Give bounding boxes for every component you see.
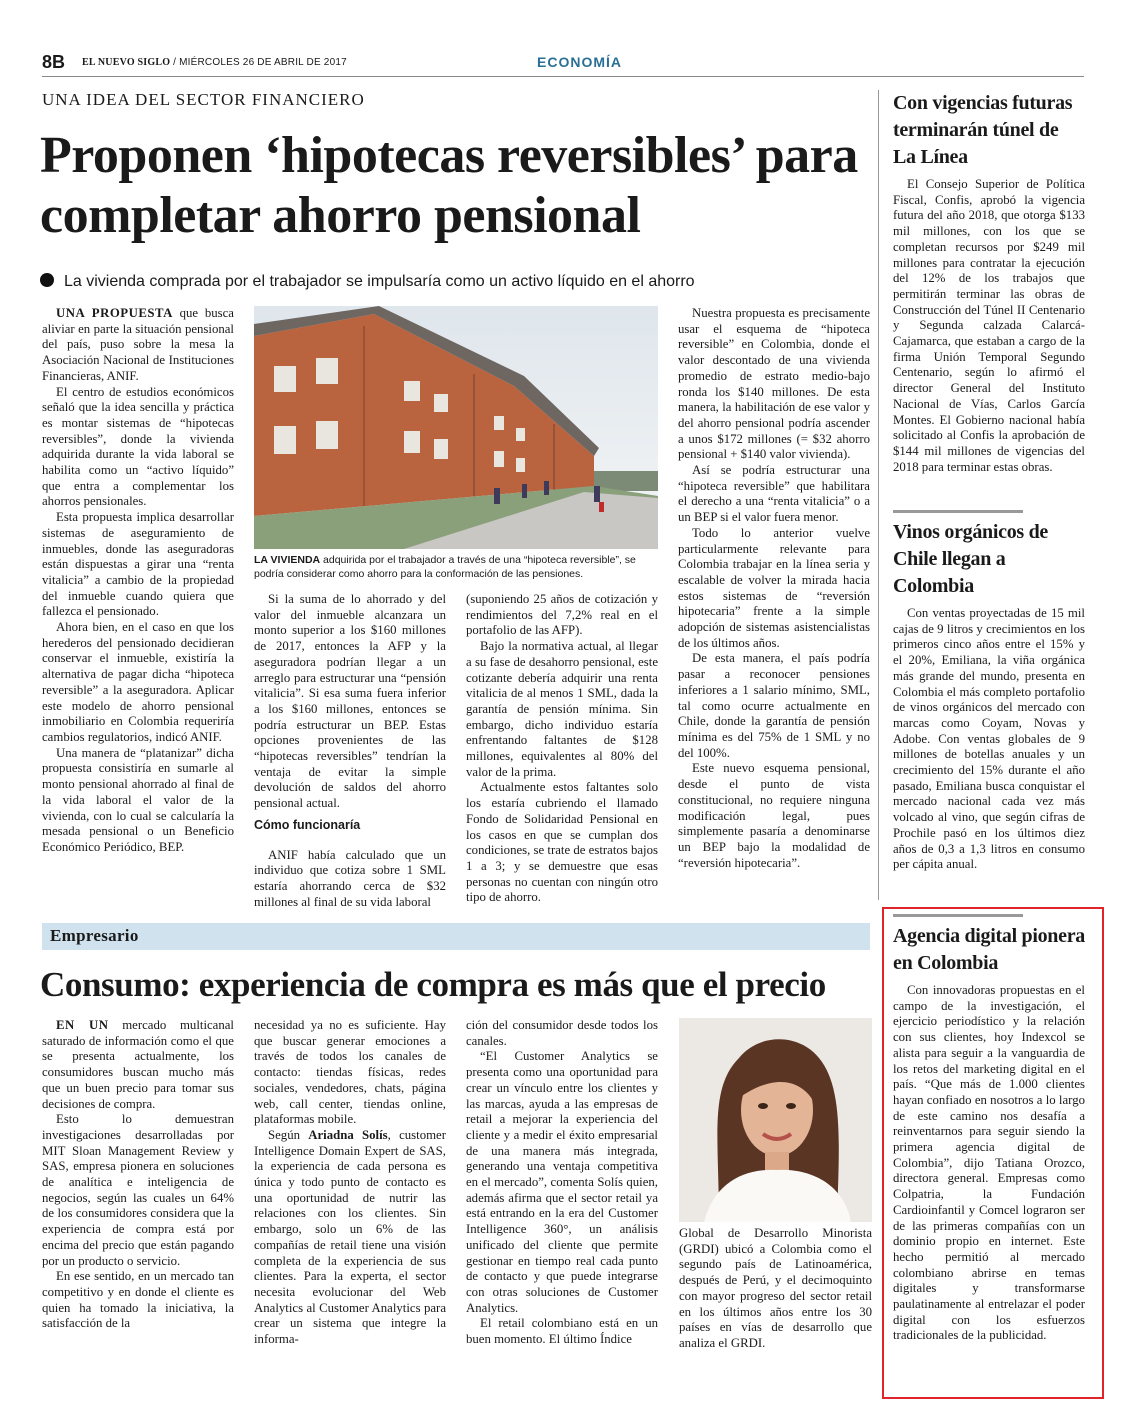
- paragraph: Si la suma de lo ahorrado y del valor del inmueble alcanzara un monto superior a los $160 millones de 2017, entonces la AFP y la aseguradora podrían llegar a un arreglo para estructurar una “pensión vitalicia”. Si esa suma fuera inferior a los $160 millones, entonces se podría estructurar un BEP. Estas opciones provenientes de las “hipotecas reversibles” tendrían la ventaja de evitar la simple devolución de saldos del ahorro pensional actual.: [254, 592, 446, 811]
- header-rule: [42, 76, 1084, 77]
- paragraph: Con ventas proyectadas de 15 mil cajas de 9 litros y crecimientos en los primeros cinco años entre el 15% y el 20%, Emiliana, la viña orgánica más grande del mundo, presenta en Colombia el más completo portafolio de vinos orgánicos del mercado con marcas como Coyam, Novas y Adobe. Con ventas globales de 9 millones de botellas anuales y un crecimiento del 15% durante el año pasado, Emiliana busca conquistar el mercado nacional cada vez más volcado al vino, que según cifras de Prochile pasó en los últimos diez años de 0,3 a 1,3 litros en consumo per cápita anual.: [893, 606, 1085, 872]
- publication-name: EL NUEVO SIGLO: [82, 57, 171, 68]
- bottom-column-1: [42, 1018, 234, 1332]
- main-kicker: UNA IDEA DEL SECTOR FINANCIERO: [42, 90, 365, 109]
- paragraph: ANIF había calculado que un individuo que cotiza sobre 1 SML estaría ahorrando cerca de $32 millones al final de su vida laboral: [254, 847, 446, 909]
- bottom-column-2: [254, 1018, 446, 1348]
- paragraph: Todo lo anterior vuelve particularmente relevante para Colombia trabajar en la línea seria y escalable de volver la mirada hacia estos sistemas de “reversión hipotecaria” frente a la simple adopción de sistemas asistencialistas de los últimos años.: [678, 525, 870, 650]
- lead-text: que busca aliviar en parte la situación pensional del país, puso sobre la mesa la Asociación Nacional de Instituciones Financieras, ANIF.: [42, 306, 234, 383]
- paragraph: necesidad ya no es suficiente. Hay que buscar generar emociones a través de todos los canales de contacto: tiendas físicas, redes sociales, vendedores, chats, página web, call center, tiendas online, plataformas mobile.: [254, 1018, 446, 1127]
- section-label: Empresario: [50, 926, 139, 945]
- main-column-2: [254, 592, 446, 910]
- deck-text: La vivienda comprada por el trabajador se impulsaría como un activo líquido en el ahorro: [64, 273, 695, 290]
- story-top-rule: [893, 510, 1023, 513]
- photo-caption: [254, 553, 658, 581]
- publication-date: / MIÉRCOLES 26 DE ABRIL DE 2017: [173, 57, 347, 68]
- paragraph: Con innovadoras propuestas en el campo de la investigación, el ejercicio periodístico y la relación con sus clientes, hoy Indexcol se alista para seguir a la vanguardia de los retos del marketing digital en el país. “Que más de 1.000 clientes hayan confiado en nosotros a lo largo de este camino nos desafía a reinventarnos para seguir siendo la primera agencia digital de Colombia”, dijo Tatiana Orozco, directora general. Empresas como Colpatria, la Fundación Cardioinfantil y Comcel lograron ser de las primeras compañías con un dominio propio en internet. Este hecho permitió al mercado colombiano abrirse en temas digitales y transformarse paulatinamente al entrelazar el poder digital con los esfuerzos tradicionales de la publicidad.: [893, 983, 1085, 1343]
- sidebar-story-1: [893, 90, 1085, 475]
- sidebar-story-3: [893, 914, 1085, 1344]
- bottom-column-3: [466, 1018, 658, 1348]
- paragraph: Nuestra propuesta es precisamente usar el esquema de “hipoteca reversible” en Colombia, donde el valor descontado de una vivienda promedio de estrato medio-bajo ronda los $140 millones. De esta manera, la habilitación de ese valor y del ahorro pensional podría ascender a unos $172 millones (= $32 ahorro pensional + $140 valor vivienda).: [678, 306, 870, 462]
- sidebar-body: [893, 983, 1085, 1344]
- sidebar-headline: Vinos orgánicos de Chile llegan a Colombia: [893, 521, 1048, 597]
- paragraph: Bajo la normativa actual, al llegar a su fase de desahorro pensional, este cotizante debería adquirir una renta vitalicia de al menos 1 SML, dada la garantía de pensión mínima. Sin embargo, dicho individuo estaría enfrentando faltantes de $128 millones, equivalentes al 80% del valor de la prima.: [466, 639, 658, 779]
- main-column-4: [678, 306, 870, 871]
- story-top-rule: [893, 914, 1023, 917]
- paragraph: Una manera de “platanizar” dicha propuesta consistiría en sumarle al monto pensional ahorrado al final de la vida laboral el valor de la vivienda, con lo cual se calcularía la mesada pensional o un Beneficio Económico Periódico, BEP.: [42, 745, 234, 854]
- caption-lead: LA VIVIENDA: [254, 554, 321, 566]
- publication-line: [82, 57, 347, 68]
- main-column-1: [42, 306, 234, 856]
- person-name: Ariadna Solís: [308, 1127, 388, 1142]
- page-header: [42, 52, 1084, 74]
- text: Según: [268, 1127, 309, 1142]
- sidebar-divider: [878, 90, 879, 900]
- bottom-column-4: [679, 1226, 872, 1352]
- page-number: 8B: [42, 52, 66, 72]
- paragraph: Así se podría estructurar una “hipoteca reversible” que habilitara el derecho a una “renta vitalicia” o a un BEP si el valor fuera menor.: [678, 463, 870, 525]
- paragraph: Este nuevo esquema pensional, desde el punto de vista constitucional, no requiere ninguna modificación legal, pues simplemente pasaría a denominarse un BEP bajo la modalidad de “reversión hipotecaria”.: [678, 761, 870, 870]
- paragraph: En ese sentido, en un mercado tan competitivo y en donde el cliente es quien ha tomado la iniciativa, la satisfacción de la: [42, 1269, 234, 1331]
- sidebar-headline: Agencia digital pionera en Colombia: [893, 925, 1085, 974]
- portrait-photo: [679, 1018, 872, 1222]
- main-column-3: [466, 592, 658, 906]
- paragraph: Esta propuesta implica desarrollar sistemas de aseguramiento de inmuebles, donde las aseguradoras están dispuestas a girar una “renta vitalicia” a cambio de la propiedad del inmueble cuando quiera que fallezca el pensionado.: [42, 510, 234, 619]
- sidebar-body: [893, 606, 1085, 873]
- paragraph: De esta manera, el país podría pasar a reconocer pensiones inferiores a 1 salario mínimo, SML, tal como ocurre actualmente en Chile, donde la garantía de pensión mínima es del 75% de 1 SML y no del 100%.: [678, 651, 870, 760]
- housing-photo: [254, 306, 658, 549]
- sidebar-body: [893, 177, 1085, 475]
- section-name: ECONOMÍA: [537, 54, 622, 70]
- caption-text: adquirida por el trabajador a través de una “hipoteca reversible”, se podría considerar como ahorro para la conformación de las pensiones.: [254, 554, 636, 580]
- paragraph: (suponiendo 25 años de cotización y rendimientos del 7,2% real en el portafolio de las AFP).: [466, 592, 658, 638]
- paragraph: [254, 1128, 446, 1348]
- paragraph: “El Customer Analytics se presenta como una oportunidad para crear un vínculo entre los clientes y las marcas, ayuda a las empresas de retail a mejorar la experiencia del cliente y a medir el éxito empresarial de una manera más integrada, generando una ventaja competitiva en el mercado”, comenta Solís quien, además afirma que el sector retail ya está entrando en la era del Customer Intelligence 360°, un análisis unificado del cliente que permite gestionar en tiempo real cada punto de contacto y que puede integrarse con otras soluciones de Customer Analytics.: [466, 1049, 658, 1315]
- lead-text: mercado multicanal saturado de información como el que se presenta actualmente, los consumidores buscan mucho más que un buen precio para tomar sus decisiones de compra.: [42, 1018, 234, 1111]
- sidebar-story-2: [893, 510, 1085, 873]
- paragraph: El Consejo Superior de Política Fiscal, Confis, aprobó la vigencia futura del año 2018, que otorga $133 mil millones, con los que se completan recursos por $249 mil millones para contratar la ejecución del 12% de los trabajos que permitirán terminar las obras de Construcción del Túnel II Centenario y Segunda calzada Calarcá-Cajamarca, que estaban a cargo de la firma Unión Temporal Segundo Centenario, según lo afirmó el director General del Instituto Nacional de Vías, Carlos García Montes. El Gobierno nacional había solicitado al Confis la aprobación de $144 mil millones de vigencias del 2018 para terminar estas obras.: [893, 177, 1085, 474]
- bullet-icon: [40, 273, 54, 287]
- bottom-headline: Consumo: experiencia de compra es más que el precio: [40, 965, 826, 1004]
- text: , customer Intelligence Domain Expert de SAS, la experiencia de cada persona es única y todo punto de contacto es una oportunidad de nutrir las relaciones con los clientes. Sin embargo, solo un 6% de las compañías de retail tiene una visión completa de la experiencia de sus clientes. Para la experta, el sector necesita evolucionar del Web Analytics al Customer Analytics para crear un sistema que integre la informa-: [254, 1127, 446, 1347]
- paragraph: Global de Desarrollo Minorista (GRDI) ubicó a Colombia como el segundo país de Latinoamérica, después de Perú, y el decimoquinto con mayor progreso del sector retail en los últimos años entre los 30 países en vías de desarrollo que analiza el GRDI.: [679, 1226, 872, 1350]
- lead-paragraph: [42, 306, 234, 385]
- subheading: Cómo funcionaría: [254, 817, 361, 832]
- section-band: [42, 923, 870, 950]
- lead-caps: UNA PROPUESTA: [56, 306, 173, 320]
- main-headline: Proponen ‘hipotecas reversibles’ para completar ahorro pensional: [40, 127, 858, 244]
- main-deck: [40, 273, 695, 291]
- lead-paragraph: [42, 1018, 234, 1112]
- paragraph: ción del consumidor desde todos los canales.: [466, 1018, 658, 1048]
- lead-caps: EN UN: [56, 1018, 109, 1032]
- paragraph: Esto lo demuestran investigaciones desarrolladas por MIT Sloan Management Review y SAS, empresa pionera en soluciones de analítica e inteligencia de negocios, según las cuales un 64% de los consumidores considera que la experiencia de compra está por encima del precio que están pagando por un producto o servicio.: [42, 1112, 234, 1268]
- sidebar-headline: Con vigencias futuras terminarán túnel de La Línea: [893, 92, 1073, 168]
- paragraph: Ahora bien, en el caso en que los herederos del pensionado decidieran conservar el inmueble, existiría la alternativa de pagar dicha “hipoteca reversible” a la aseguradora. Aplicar este modelo de ahorro pensional inmobiliario en Colombia requeriría cambios regulatorios, indicó ANIF.: [42, 620, 234, 744]
- paragraph: El centro de estudios económicos señaló que la idea sencilla y práctica es montar sistemas de “hipotecas reversibles”, donde la vivienda adquirida durante la vida laboral se habilita como un “activo líquido” que entra a complementar los ahorros pensionales.: [42, 384, 234, 509]
- paragraph: Actualmente estos faltantes solo los estaría cubriendo el llamado Fondo de Solidaridad Pensional en los casos en que se cumplan dos condiciones, se trate de estratos bajos 1 a 3; y se demuestre que esas personas no cuentan con ningún otro tipo de ahorro.: [466, 780, 658, 905]
- paragraph: El retail colombiano está en un buen momento. El último Índice: [466, 1316, 658, 1347]
